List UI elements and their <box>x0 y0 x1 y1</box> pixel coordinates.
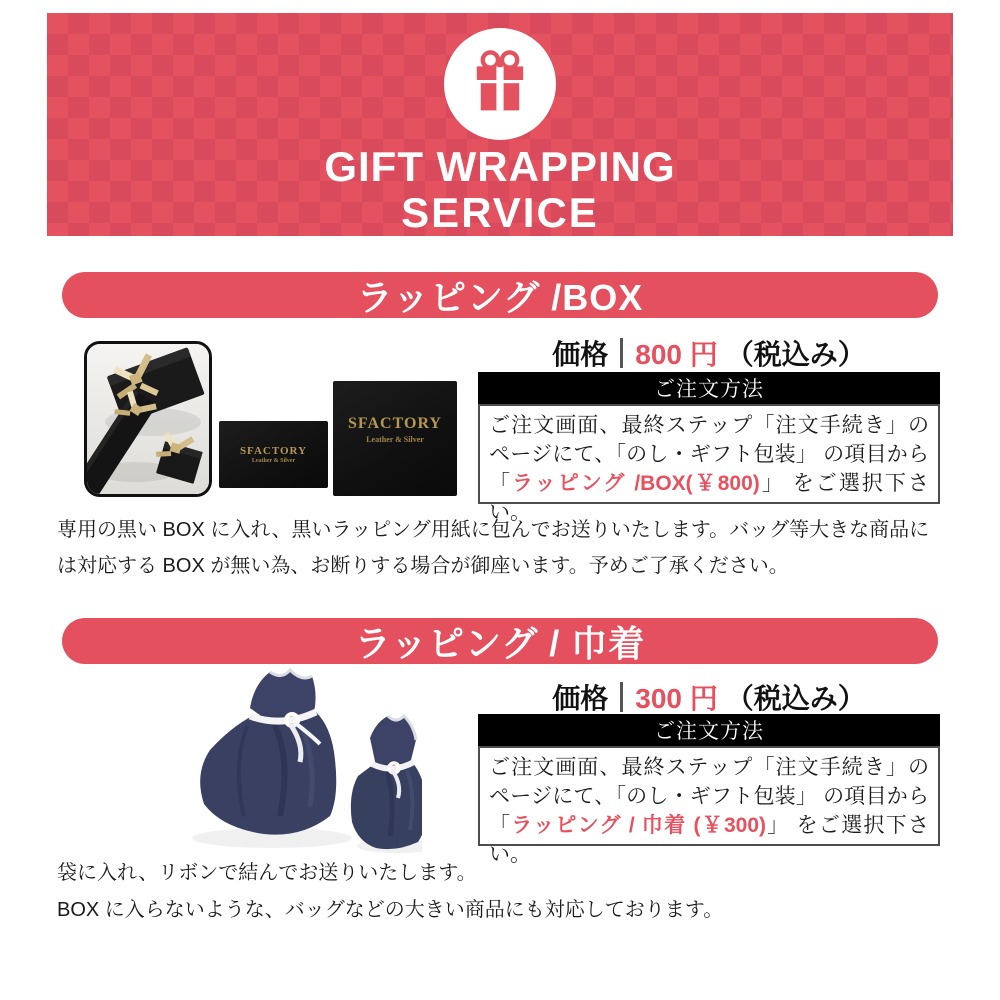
box-wrapping-description: 専用の黒い BOX に入れ、黒いラッピング用紙に包んでお送りいたします。バッグ等大きな商品には対応する BOX が無い為、お断りする場合が御座います。予めご了承ください。 <box>57 519 930 577</box>
price-divider <box>620 338 623 368</box>
order-text-after: 」 をご選択下さい。 <box>489 472 929 524</box>
brand-logo-text: SFACTORY <box>348 415 442 432</box>
price-divider <box>620 682 623 712</box>
brand-logo-subtext: Leather & Silver <box>251 458 296 464</box>
gift-boxes-illustration <box>87 344 209 494</box>
price-value: 800 円 <box>635 339 718 370</box>
section-kinchaku-heading-label: ラッピング / 巾着 <box>354 622 646 664</box>
banner-title: GIFT WRAPPING <box>324 143 676 190</box>
brand-logo-subtext: Leather & Silver <box>366 435 424 444</box>
gift-icon-circle <box>444 28 556 140</box>
price-value: 300 円 <box>635 683 718 714</box>
order-method-header-kinchaku: ご注文方法 <box>478 714 940 746</box>
pouches-illustration <box>152 666 422 854</box>
kinchaku-description-line2: BOX に入らないような、バッグなどの大きい商品にも対応しております。 <box>57 899 724 921</box>
order-instructions-box <box>478 404 940 524</box>
brand-box-small <box>219 421 328 488</box>
section-kinchaku-heading-banner <box>62 618 938 664</box>
header-banner <box>47 13 953 236</box>
navy-drawstring-pouches-photo <box>152 666 422 854</box>
gift-icon <box>460 44 540 124</box>
brand-box-large <box>333 381 457 496</box>
black-gift-boxes-photo <box>84 341 212 497</box>
order-instructions-kinchaku <box>478 746 940 866</box>
order-method-header-box: ご注文方法 <box>478 372 940 404</box>
order-text-before: ご注文画面、最終ステップ「注文手続き」のページにて、「のし・ギフト包装」 の項目から「 <box>489 756 929 837</box>
price-line-box <box>478 334 940 372</box>
price-tax-note: （税込み） <box>725 683 866 714</box>
order-highlight: ラッピング / 巾着 (￥300) <box>511 814 767 837</box>
section-box-heading-banner <box>62 272 938 318</box>
order-text-after: 」 をご選択下さい。 <box>489 814 930 866</box>
order-highlight: ラッピング /BOX(￥800) <box>512 472 760 495</box>
price-label: 価格 <box>552 683 609 714</box>
banner-subtitle: SERVICE <box>401 189 599 236</box>
order-text-before: ご注文画面、最終ステップ「注文手続き」のページにて、「のし・ギフト包装」 の項目から「 <box>489 414 929 495</box>
section-box-heading-label: ラッピング /BOX <box>356 276 644 318</box>
kinchaku-description-line1: 袋に入れ、リボンで結んでお送りいたします。 <box>57 862 477 884</box>
brand-logo-text: SFACTORY <box>239 445 308 457</box>
price-label: 価格 <box>552 339 609 370</box>
price-line-kinchaku <box>478 678 940 716</box>
price-tax-note: （税込み） <box>725 339 866 370</box>
